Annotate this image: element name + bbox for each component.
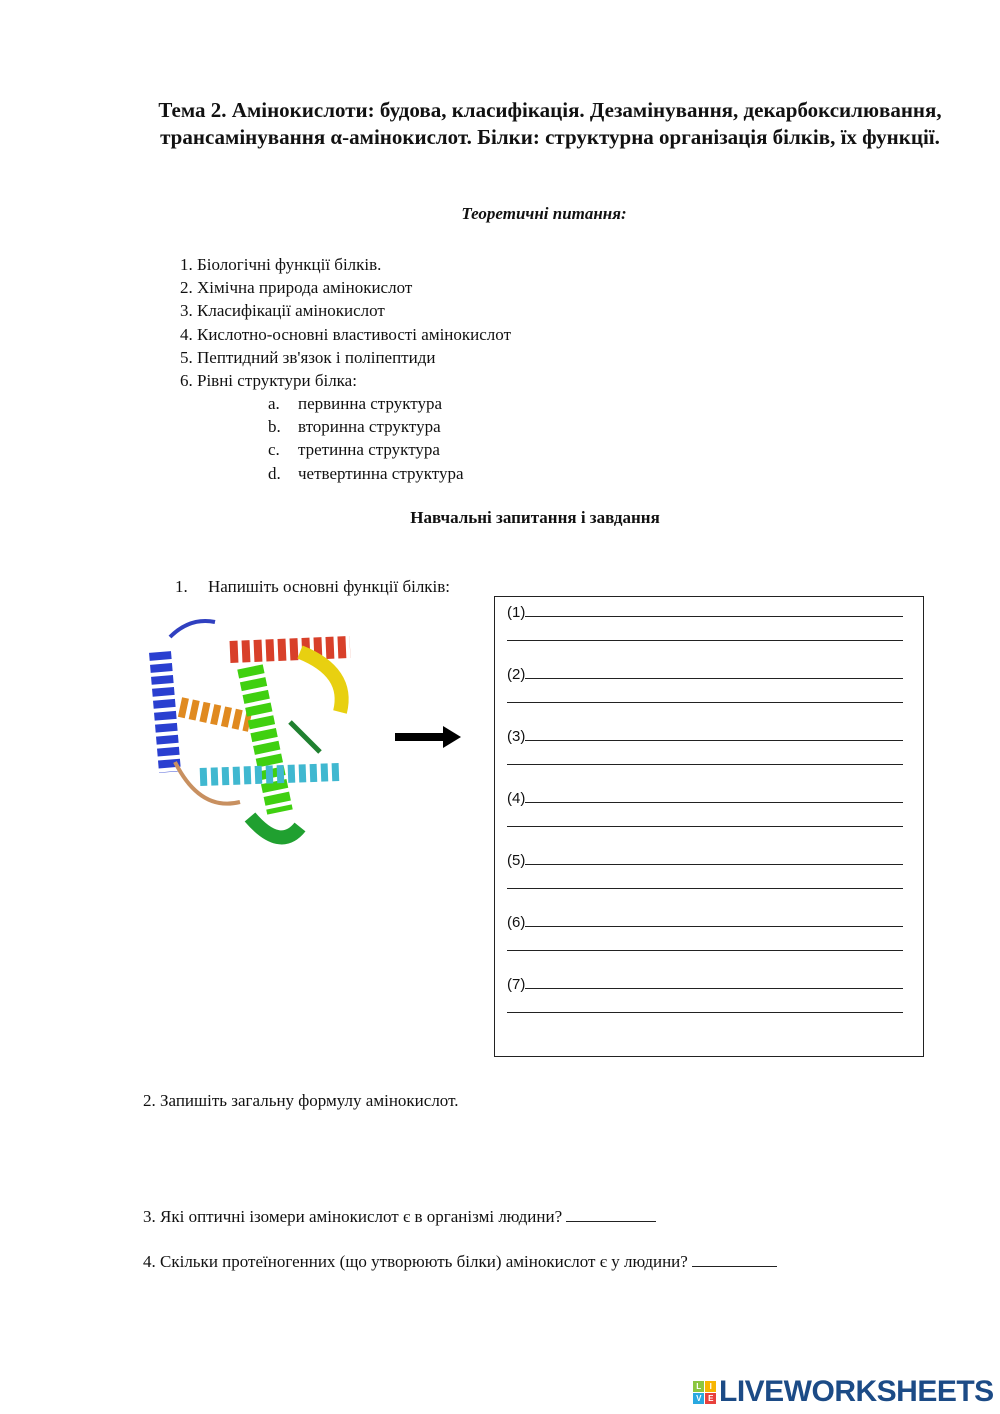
answer-blank[interactable] <box>525 665 903 679</box>
answer-continuation-line[interactable] <box>507 702 903 703</box>
protein-structure-image <box>140 612 370 867</box>
task1-text: Напишіть основні функції білків: <box>208 577 451 596</box>
task3 <box>143 1207 656 1227</box>
answer-line-1[interactable] <box>507 603 903 621</box>
answer-continuation-line[interactable] <box>507 888 903 889</box>
answer-line-4[interactable] <box>507 789 903 807</box>
slot-number: (2) <box>507 666 526 683</box>
slot-number: (5) <box>507 852 526 869</box>
liveworksheets-logo <box>693 1375 994 1409</box>
theory-heading: Теоретичні питання: <box>461 204 627 223</box>
answer-blank[interactable] <box>525 789 903 803</box>
slot-number: (6) <box>507 914 526 931</box>
answer-blank[interactable] <box>525 975 903 989</box>
sub-marker: d. <box>268 463 281 483</box>
arrow-right-icon <box>395 726 461 748</box>
theory-item: 4. Кислотно-основні властивості амінокислот <box>180 324 511 344</box>
theory-list <box>180 253 511 392</box>
answer-line-5[interactable] <box>507 851 903 869</box>
task3-text: 3. Які оптичні ізомери амінокислот є в організмі людини? <box>143 1207 563 1226</box>
answer-blank[interactable] <box>525 913 903 927</box>
logo-letter: L <box>693 1381 704 1392</box>
slot-number: (3) <box>507 728 526 745</box>
task2-text: 2. Запишіть загальну формулу амінокислот. <box>143 1091 459 1110</box>
logo-icon <box>693 1381 716 1404</box>
sub-marker: c. <box>268 440 280 460</box>
structure-sublist <box>268 392 464 485</box>
sub-item <box>268 438 464 461</box>
sub-item <box>268 415 464 438</box>
task4 <box>143 1252 777 1272</box>
answer-continuation-line[interactable] <box>507 640 903 641</box>
answer-continuation-line[interactable] <box>507 826 903 827</box>
task1-label <box>175 577 450 597</box>
task4-text: 4. Скільки протеїногенних (що утворюють білки) амінокислот є у людини? <box>143 1252 688 1271</box>
logo-letter: I <box>705 1381 716 1392</box>
answer-blank[interactable] <box>525 851 903 865</box>
sub-item <box>268 462 464 485</box>
page-title: Тема 2. Амінокислоти: будова, класифікація. Дезамінування, декарбоксилювання, трансамінування α-амінокислот. Білки: структурна організація білків, їх функції. <box>158 98 942 149</box>
sub-text: первинна структура <box>298 394 443 413</box>
tasks-heading: Навчальні запитання і завдання <box>410 508 660 527</box>
slot-number: (7) <box>507 976 526 993</box>
theory-item: 5. Пептидний зв'язок і поліпептиди <box>180 347 436 367</box>
theory-item: 3. Класифікації амінокислот <box>180 301 385 321</box>
sub-text: четвертинна структура <box>298 463 464 483</box>
answer-continuation-line[interactable] <box>507 950 903 951</box>
sub-text: третинна структура <box>298 440 440 460</box>
answer-continuation-line[interactable] <box>507 764 903 765</box>
sub-item <box>268 392 464 415</box>
sub-marker: a. <box>268 394 280 413</box>
theory-item: 6. Рівні структури білка: <box>180 371 357 391</box>
logo-letter: E <box>705 1393 716 1404</box>
theory-item: 1. Біологічні функції білків. <box>180 255 382 274</box>
answer-line-7[interactable] <box>507 975 903 993</box>
logo-text: LIVEWORKSHEETS <box>719 1375 994 1408</box>
task3-answer-blank[interactable] <box>566 1208 656 1222</box>
answer-line-2[interactable] <box>507 665 903 683</box>
answer-blank[interactable] <box>525 727 903 741</box>
task1-number: 1. <box>175 577 188 596</box>
functions-answer-box <box>494 596 924 1057</box>
answer-blank[interactable] <box>525 603 903 617</box>
answer-continuation-line[interactable] <box>507 1012 903 1013</box>
answer-line-6[interactable] <box>507 913 903 931</box>
slot-number: (1) <box>507 604 526 621</box>
sub-marker: b. <box>268 417 281 437</box>
slot-number: (4) <box>507 790 526 807</box>
task4-answer-blank[interactable] <box>692 1253 777 1267</box>
logo-letter: V <box>693 1393 704 1404</box>
answer-line-3[interactable] <box>507 727 903 745</box>
theory-item: 2. Хімічна природа амінокислот <box>180 278 413 298</box>
sub-text: вторинна структура <box>298 417 441 437</box>
